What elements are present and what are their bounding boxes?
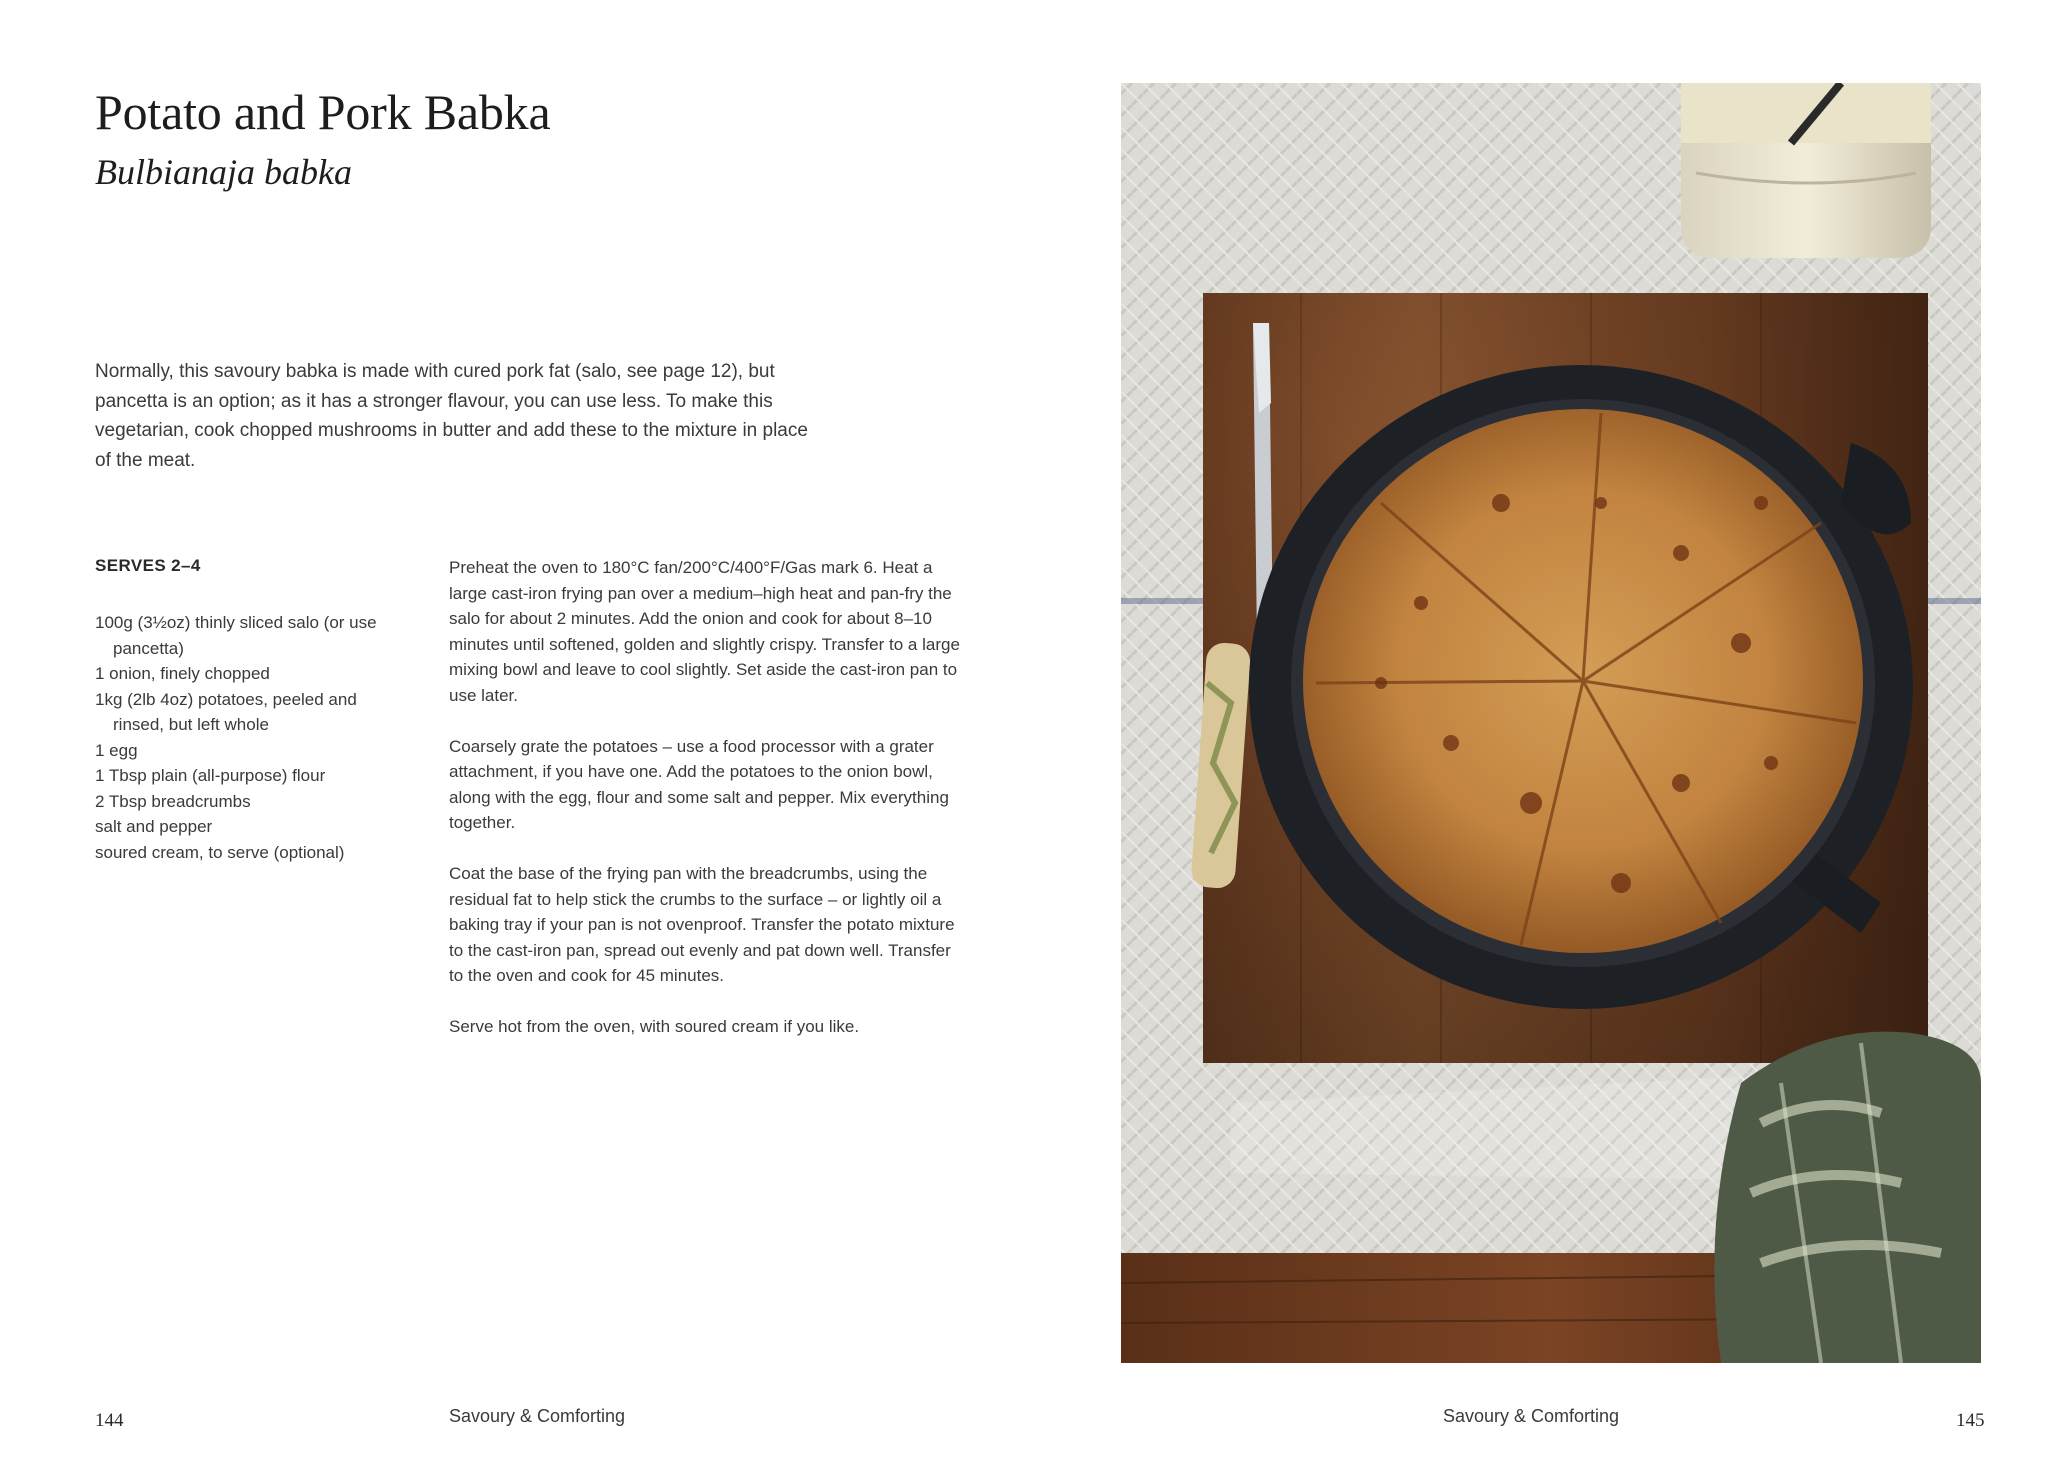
ingredient-item: 1 Tbsp plain (all-purpose) flour xyxy=(95,766,326,785)
method-step: Coarsely grate the potatoes – use a food processor with a grater attachment, if you have one. Add the potatoes to the onion bowl, along with the egg, flour and some salt and pepper. Mix everything together. xyxy=(449,736,949,832)
serves-label: SERVES 2–4 xyxy=(95,556,201,575)
method-step: Serve hot from the oven, with soured cream if you like. xyxy=(449,1017,860,1036)
intro-paragraph: Normally, this savoury babka is made with cured pork fat (salo, see page 12), but pancetta is an option; as it has a stronger flavour, you can use less. To make this vegetarian, cook chopped mushrooms in butter and add these to the mixture in place of the meat. xyxy=(95,361,808,471)
ingredient-item: 100g (3½oz) thinly sliced salo (or use pancetta) xyxy=(95,613,377,658)
method-step: Preheat the oven to 180°C fan/200°C/400°F/Gas mark 6. Heat a large cast-iron frying pan over a medium–high heat and pan-fry the salo for about 2 minutes. Add the onion and cook for about 8–10 minutes until softened, golden and slightly crispy. Transfer to a large mixing bowl and leave to cool slightly. Set aside the cast-iron pan to use later. xyxy=(449,558,960,705)
running-footer-right: Savoury & Comforting xyxy=(1443,1406,1620,1426)
running-footer-left: Savoury & Comforting xyxy=(449,1406,626,1426)
ingredient-item: 2 Tbsp breadcrumbs xyxy=(95,791,251,811)
page-number-left: 144 xyxy=(95,1410,124,1431)
ingredient-list xyxy=(95,610,395,865)
recipe-subtitle: Bulbianaja babka xyxy=(95,152,352,192)
ingredient-item: salt and pepper xyxy=(95,817,213,836)
recipe-title: Potato and Pork Babka xyxy=(95,84,551,140)
ingredient-item: soured cream, to serve (optional) xyxy=(95,842,345,862)
ingredient-item: 1 onion, finely chopped xyxy=(95,664,270,683)
ingredient-item: 1 egg xyxy=(95,740,138,760)
ingredient-item: 1kg (2lb 4oz) potatoes, peeled and rinsed, but left whole xyxy=(95,689,357,734)
method-steps xyxy=(449,555,969,1065)
method-step: Coat the base of the frying pan with the breadcrumbs, using the residual fat to help stick the crumbs to the surface – or lightly oil a baking tray if your pan is not ovenproof. Transfer the potato mixture to the cast-iron pan, spread out evenly and pat down well. Transfer to the oven and cook for 45 minutes. xyxy=(449,864,955,985)
recipe-intro xyxy=(95,357,815,475)
babka-in-cast-iron-pan-photo xyxy=(1121,83,1981,1363)
babka-photo xyxy=(1121,83,1981,1363)
page-number-right: 145 xyxy=(1956,1410,1985,1431)
